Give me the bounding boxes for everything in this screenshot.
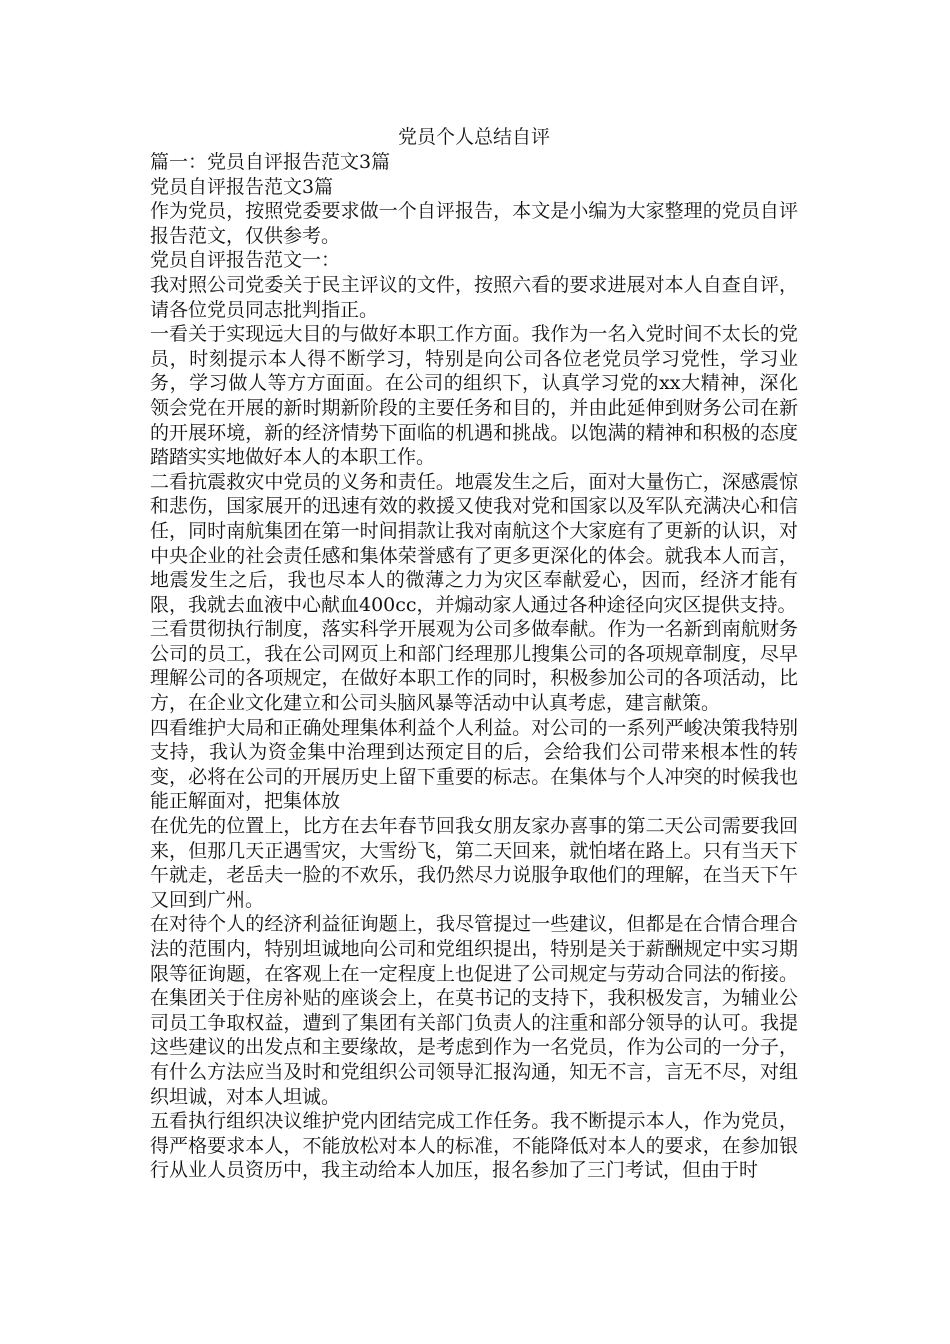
body-paragraph: 二看抗震救灾中党员的义务和责任。地震发生之后，面对大量伤亡，深感震惊和悲伤，国家展开的迅速有效的救援又使我对党和国家以及军队充满决心和信任，同时南航集团在第一时间捐款让我对南航这个大家庭有了更新的认识，对中央企业的社会责任感和集体荣誉感有了更多更深化的体会。就我本人而言，地震发生之后，我也尽本人的微薄之力为灾区奉献爱心，因而，经济才能有限，我就去血液中心献血400cc，并煽动家人通过各种途径向灾区提供支持。 xyxy=(150,470,798,616)
section-heading: 篇一：党员自评报告范文3篇 xyxy=(150,151,391,173)
intro-paragraph: 作为党员，按照党委要求做一个自评报告，本文是小编为大家整理的党员自评报告范文，仅供参考。 xyxy=(150,200,798,247)
sub-heading: 党员自评报告范文3篇 xyxy=(150,175,334,198)
body-paragraph: 五看执行组织决议维护党内团结完成工作任务。我不断提示本人，作为党员，得严格要求本人，不能放松对本人的标准，不能降低对本人的要求，在参加银行从业人员资历中，我主动给本人加压，报名参加了三门考试，但由于时 xyxy=(150,1110,798,1182)
body-paragraph: 一看关于实现远大目的与做好本职工作方面。我作为一名入党时间不太长的党员，时刻提示本人得不断学习，特别是向公司各位老党员学习党性，学习业务，学习做人等方方面面。在公司的组织下，认真学习党的xx大精神，深化领会党在开展的新时期新阶段的主要任务和目的，并由此延伸到财务公司在新的开展环境，新的经济情势下面临的机遇和挑战。以饱满的精神和积极的态度踏踏实实地做好本人的本职工作。 xyxy=(150,323,798,469)
document-title: 党员个人总结自评 xyxy=(397,126,550,148)
body-paragraph: 四看维护大局和正确处理集体利益个人利益。对公司的一系列严峻决策我特别支持，我认为资金集中治理到达预定目的后，会给我们公司带来根本性的转变，必将在公司的开展历史上留下重要的标志。在集体与个人冲突的时候我也能正解面对，把集体放 xyxy=(150,716,798,813)
body-paragraph: 在优先的位置上，比方在去年春节回我女朋友家办喜事的第二天公司需要我回来，但那几天正遇雪灾，大雪纷飞，第二天回来，就怕堵在路上。只有当天下午就走，老岳夫一脸的不欢乐，我仍然尽力说服争取他们的理解，在当天下午又回到广州。 xyxy=(150,815,798,911)
body-paragraph: 在对待个人的经济利益征询题上，我尽管提过一些建议，但都是在合情合理合法的范围内，特别坦诚地向公司和党组织提出，特别是关于薪酬规定中实习期限等征询题，在客观上在一定程度上也促进了公司规定与劳动合同法的衔接。在集团关于住房补贴的座谈会上，在莫书记的支持下，我积极发言，为辅业公司员工争取权益，遭到了集团有关部门负责人的注重和部分领导的认可。我提这些建议的出发点和主要缘故，是考虑到作为一名党员，作为公司的一分子，有什么方法应当及时和党组织公司领导汇报沟通，知无不言，言无不尽，对组织坦诚，对本人坦诚。 xyxy=(150,913,798,1108)
document-page xyxy=(150,124,798,1183)
body-paragraph: 三看贯彻执行制度，落实科学开展观为公司多做奉献。作为一名新到南航财务公司的员工，我在公司网页上和部门经理那儿搜集公司的各项规章制度，尽早理解公司的各项规定，在做好本职工作的同时，积极参加公司的各项活动，比方，在企业文化建立和公司头脑风暴等活动中认真考虑，建言献策。 xyxy=(150,618,798,715)
body-paragraph: 我对照公司党委关于民主评议的文件，按照六看的要求进展对本人自查自评，请各位党员同志批判指正。 xyxy=(150,273,798,321)
sample-heading: 党员自评报告范文一： xyxy=(150,249,341,272)
